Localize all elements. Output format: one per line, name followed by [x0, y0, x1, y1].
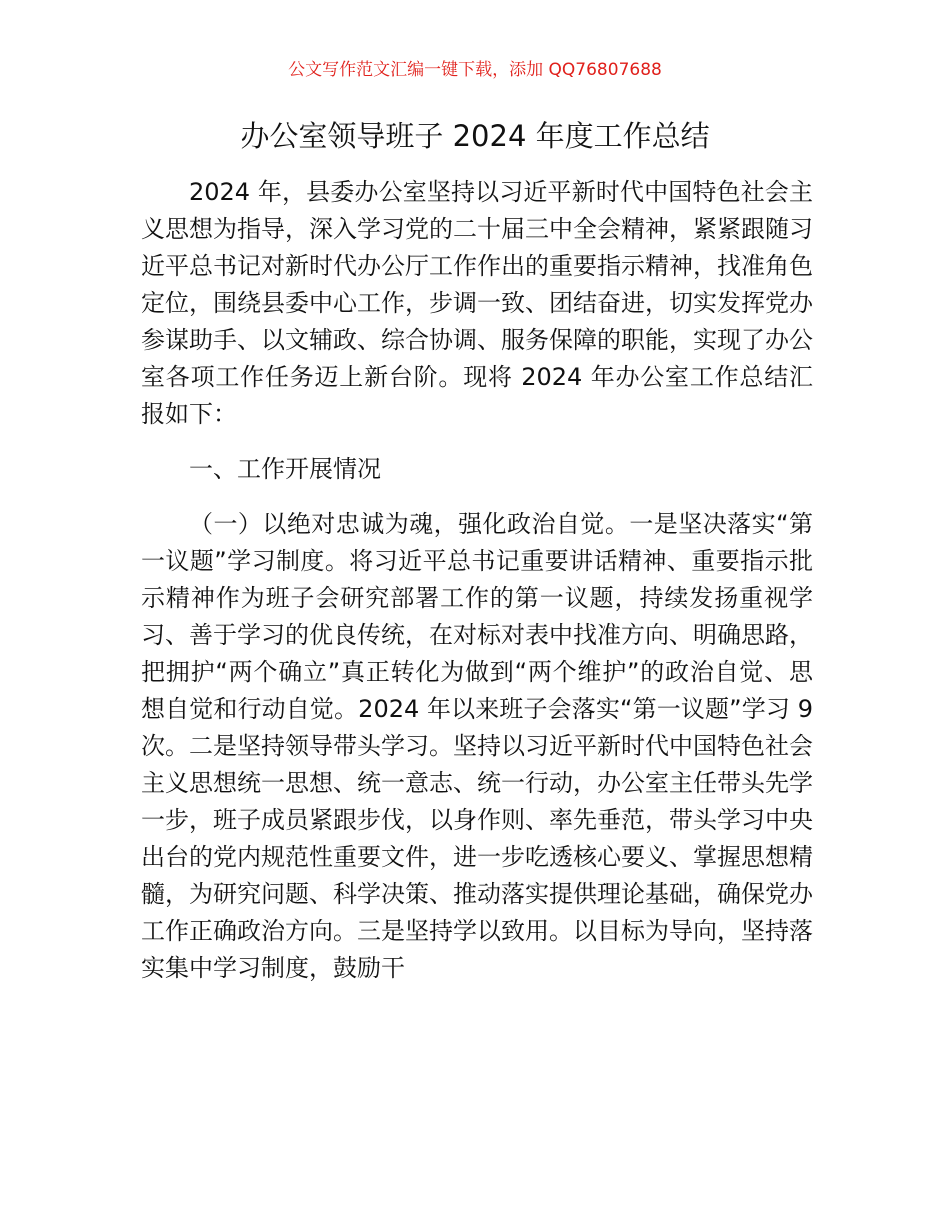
document-body — [141, 174, 813, 987]
document-title: 办公室领导班子 2024 年度工作总结 — [240, 119, 710, 153]
section-heading: 一、工作开展情况 — [189, 455, 381, 483]
body-paragraph: （一）以绝对忠诚为魂，强化政治自觉。一是坚决落实“第一议题”学习制度。将习近平总书记重要讲话精神、重要指示批示精神作为班子会研究部署工作的第一议题，持续发扬重视学习、善于学习的优良传统，在对标对表中找准方向、明确思路，把拥护“两个确立”真正转化为做到“两个维护”的政治自觉、思想自觉和行动自觉。2024 年以来班子会落实“第一议题”学习 9 次。二是坚持领导带头学习。坚持以习近平新时代中国特色社会主义思想统一思想、统一意志、统一行动，办公室主任带头先学一步，班子成员紧跟步伐，以身作则、率先垂范，带头学习中央出台的党内规范性重要文件，进一步吃透核心要义、掌握思想精髓，为研究问题、科学决策、推动落实提供理论基础，确保党办工作正确政治方向。三是坚持学以致用。以目标为导向，坚持落实集中学习制度，鼓励干 — [141, 510, 813, 982]
intro-paragraph: 2024 年，县委办公室坚持以习近平新时代中国特色社会主义思想为指导，深入学习党的二十届三中全会精神，紧紧跟随习近平总书记对新时代办公厅工作作出的重要指示精神，找准角色定位，围绕县委中心工作，步调一致、团结奋进，切实发挥党办参谋助手、以文辅政、综合协调、服务保障的职能，实现了办公室各项工作任务迈上新台阶。现将 2024 年办公室工作总结汇报如下： — [141, 178, 813, 428]
download-banner: 公文写作范文汇编一键下载，添加 QQ76807688 — [288, 60, 662, 80]
